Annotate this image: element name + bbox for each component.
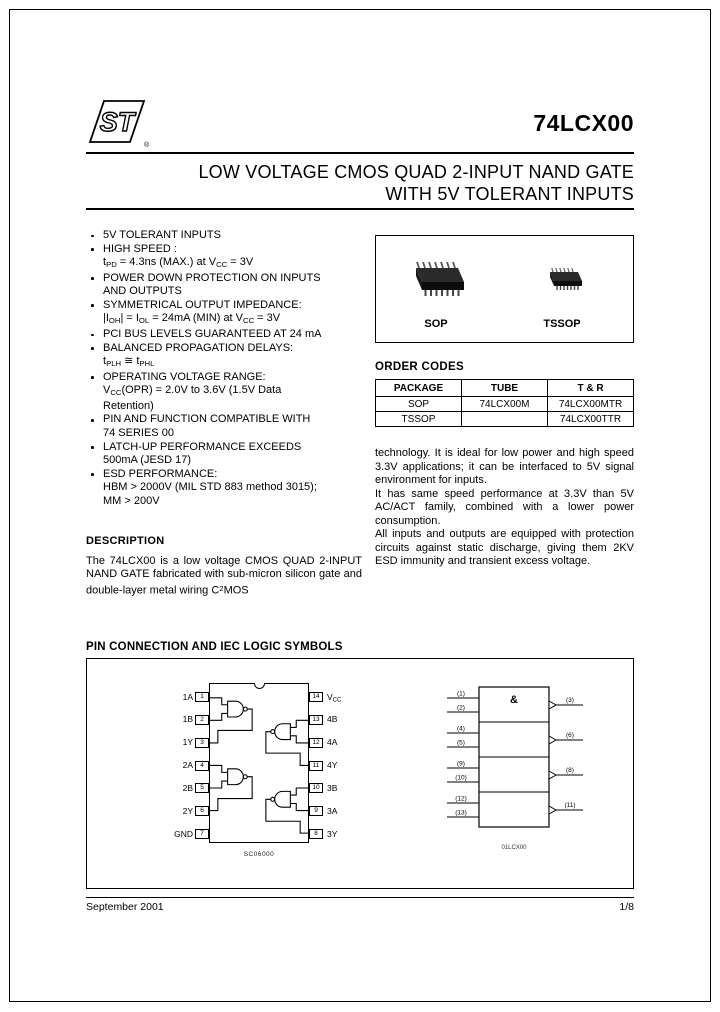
iec-input-pin-number: (9) bbox=[457, 760, 465, 768]
order-codes-header-row bbox=[376, 380, 634, 397]
bullet-icon bbox=[91, 248, 94, 251]
negation-triangle-icon bbox=[549, 701, 556, 709]
feature-item: ESD PERFORMANCE: HBM > 2000V (MIL STD 883 method 3015); MM > 200V bbox=[86, 468, 362, 509]
pin-label: 1A bbox=[182, 691, 193, 702]
pin-number: 1 bbox=[195, 692, 209, 702]
sop-package-image bbox=[402, 256, 472, 302]
order-codes-header-cell: T & R bbox=[548, 380, 634, 397]
order-codes-heading: ORDER CODES bbox=[375, 361, 464, 373]
page-title bbox=[86, 161, 634, 205]
iec-input-pin-number: (4) bbox=[457, 725, 465, 733]
pin-label: 3Y bbox=[327, 828, 338, 839]
bullet-icon bbox=[91, 473, 94, 476]
feature-item: HIGH SPEED : $t_{PD} = 4.3ns$ (MAX.) at $V_{CC} = 3V$ bbox=[86, 243, 362, 272]
paragraph: technology. It is ideal for low power and high speed 3.3V applications; it can be interfaced to 5V signal environment for inputs. bbox=[375, 447, 634, 486]
negation-triangle-icon bbox=[549, 806, 556, 814]
pin-label: 2Y bbox=[182, 805, 193, 816]
order-codes-header-cell: TUBE bbox=[462, 380, 548, 397]
feature-item: PIN AND FUNCTION COMPATIBLE WITH 74 SERIES 00 bbox=[86, 413, 362, 440]
iec-input-pin-number: (12) bbox=[455, 795, 467, 803]
pin-label: 4A bbox=[327, 737, 338, 748]
pin-diagrams-box bbox=[86, 658, 634, 889]
sop-label: SOP bbox=[424, 318, 448, 330]
feature-item: BALANCED PROPAGATION DELAYS: $t_{PLH}$ ≅ $t_{PHL}$ bbox=[86, 342, 362, 371]
iec-figure-code: 01LCX00 bbox=[501, 845, 527, 851]
order-codes-cell: TSSOP bbox=[376, 412, 462, 427]
bullet-icon bbox=[91, 304, 94, 307]
pin-number: 8 bbox=[309, 829, 323, 839]
registered-mark: ® bbox=[144, 142, 150, 148]
bullet-icon bbox=[91, 419, 94, 422]
bullet-icon bbox=[91, 334, 94, 337]
order-codes-cell: 74LCX00TTR bbox=[548, 412, 634, 427]
pin-label: 2B bbox=[182, 782, 193, 793]
iec-output-pin-number: (6) bbox=[566, 732, 574, 739]
feature-item: LATCH-UP PERFORMANCE EXCEEDS 500mA (JESD 17) bbox=[86, 441, 362, 468]
bullet-icon bbox=[91, 277, 94, 280]
tssop-label: TSSOP bbox=[543, 318, 581, 330]
feature-item: PCI BUS LEVELS GUARANTEED AT 24 mA bbox=[86, 328, 362, 342]
negation-triangle-icon bbox=[549, 771, 556, 779]
order-codes-header-cell: PACKAGE bbox=[376, 380, 462, 397]
bullet-icon bbox=[91, 446, 94, 449]
footer-page-number: 1/8 bbox=[619, 901, 634, 913]
tssop-package-image bbox=[540, 264, 586, 294]
pin-number: 7 bbox=[195, 829, 209, 839]
feature-item: POWER DOWN PROTECTION ON INPUTS AND OUTPUTS bbox=[86, 272, 362, 299]
bullet-icon bbox=[91, 347, 94, 350]
iec-input-pin-number: (2) bbox=[457, 704, 465, 712]
iec-input-pin-number: (13) bbox=[455, 809, 467, 817]
pin-label: 1B bbox=[182, 714, 193, 725]
pin-number: 12 bbox=[309, 738, 323, 748]
iec-input-pin-number: (5) bbox=[457, 739, 465, 747]
pin-label: 3B bbox=[327, 782, 338, 793]
pin-label: GND bbox=[174, 828, 193, 839]
iec-input-pin-number: (1) bbox=[457, 690, 465, 698]
order-codes-cell bbox=[462, 412, 548, 427]
description-text: The 74LCX00 is a low voltage CMOS QUAD 2-INPUT NAND GATE fabricated with sub-micron silicon gate and double-layer metal wiring $C^2MOS$ bbox=[86, 554, 362, 597]
iec-and-symbol: & bbox=[510, 694, 518, 706]
pin-number: 10 bbox=[309, 783, 323, 793]
pin-number: 4 bbox=[195, 761, 209, 771]
pin-number: 13 bbox=[309, 715, 323, 725]
pin-number: 5 bbox=[195, 783, 209, 793]
part-number: 74LCX00 bbox=[533, 110, 634, 136]
pin-label: 3A bbox=[327, 805, 338, 816]
order-codes-row bbox=[376, 412, 634, 427]
description-heading: DESCRIPTION bbox=[86, 534, 165, 547]
order-codes-table bbox=[375, 379, 634, 427]
pin-label: 2A bbox=[182, 760, 193, 770]
st-logo-icon bbox=[86, 98, 150, 148]
feature-item: SYMMETRICAL OUTPUT IMPEDANCE: $|I_{OH}| = I_{OL} = 24mA$ (MIN) at $V_{CC} = 3V$ bbox=[86, 299, 362, 328]
pin-label: 4Y bbox=[327, 760, 338, 770]
title-rule bbox=[86, 208, 634, 210]
pin-number: 11 bbox=[309, 761, 323, 771]
header-rule bbox=[86, 152, 634, 154]
dip-pins-layer bbox=[143, 677, 393, 872]
right-column bbox=[375, 235, 634, 569]
pin-number: 3 bbox=[195, 738, 209, 748]
iec-input-pin-number: (10) bbox=[455, 774, 467, 782]
pin-section-heading: PIN CONNECTION AND IEC LOGIC SYMBOLS bbox=[86, 641, 343, 653]
pin-connection-diagram bbox=[143, 677, 393, 872]
package-image-box bbox=[375, 235, 634, 343]
description-continued bbox=[375, 447, 634, 569]
feature-item: 5V TOLERANT INPUTS bbox=[86, 229, 362, 243]
paragraph: It has same speed performance at 3.3V than 5V AC/ACT family, combined with a lower power consumption. bbox=[375, 487, 634, 527]
paragraph: All inputs and outputs are equipped with protection circuits against static discharge, giving them 2KV ESD immunity and transient excess voltage. bbox=[375, 528, 634, 567]
bullet-icon bbox=[91, 235, 94, 238]
features-column bbox=[86, 229, 362, 598]
bullet-icon bbox=[91, 376, 94, 379]
feature-item: OPERATING VOLTAGE RANGE: $V_{CC}(OPR) = 2.0V$ to 3.6V (1.5V Data Retention) bbox=[86, 371, 362, 414]
negation-triangle-icon bbox=[549, 736, 556, 744]
title-line-1: LOW VOLTAGE CMOS QUAD 2-INPUT NAND GATE bbox=[198, 162, 634, 182]
iec-logic-symbol bbox=[419, 679, 619, 864]
order-codes-cell: 74LCX00M bbox=[462, 397, 548, 412]
pin-label: 1Y bbox=[182, 737, 193, 748]
dip-figure-code: SC06000 bbox=[243, 851, 275, 858]
iec-output-pin-number: (11) bbox=[564, 802, 576, 809]
order-codes-row bbox=[376, 397, 634, 412]
svg-text:ST: ST bbox=[99, 107, 135, 137]
features-list bbox=[86, 229, 362, 509]
pin-number: 9 bbox=[309, 806, 323, 816]
pin-label: $V_{CC}$ bbox=[327, 691, 342, 703]
iec-output-pin-number: (3) bbox=[566, 697, 574, 704]
title-line-2: WITH 5V TOLERANT INPUTS bbox=[385, 184, 634, 204]
pin-number: 14 bbox=[309, 692, 323, 702]
pin-number: 2 bbox=[195, 715, 209, 725]
pin-label: 4B bbox=[327, 714, 338, 725]
pin-number: 6 bbox=[195, 806, 209, 816]
order-codes-cell: 74LCX00MTR bbox=[548, 397, 634, 412]
iec-output-pin-number: (8) bbox=[566, 767, 574, 774]
order-codes-cell: SOP bbox=[376, 397, 462, 412]
footer-rule bbox=[86, 897, 634, 898]
footer-date: September 2001 bbox=[86, 901, 164, 913]
